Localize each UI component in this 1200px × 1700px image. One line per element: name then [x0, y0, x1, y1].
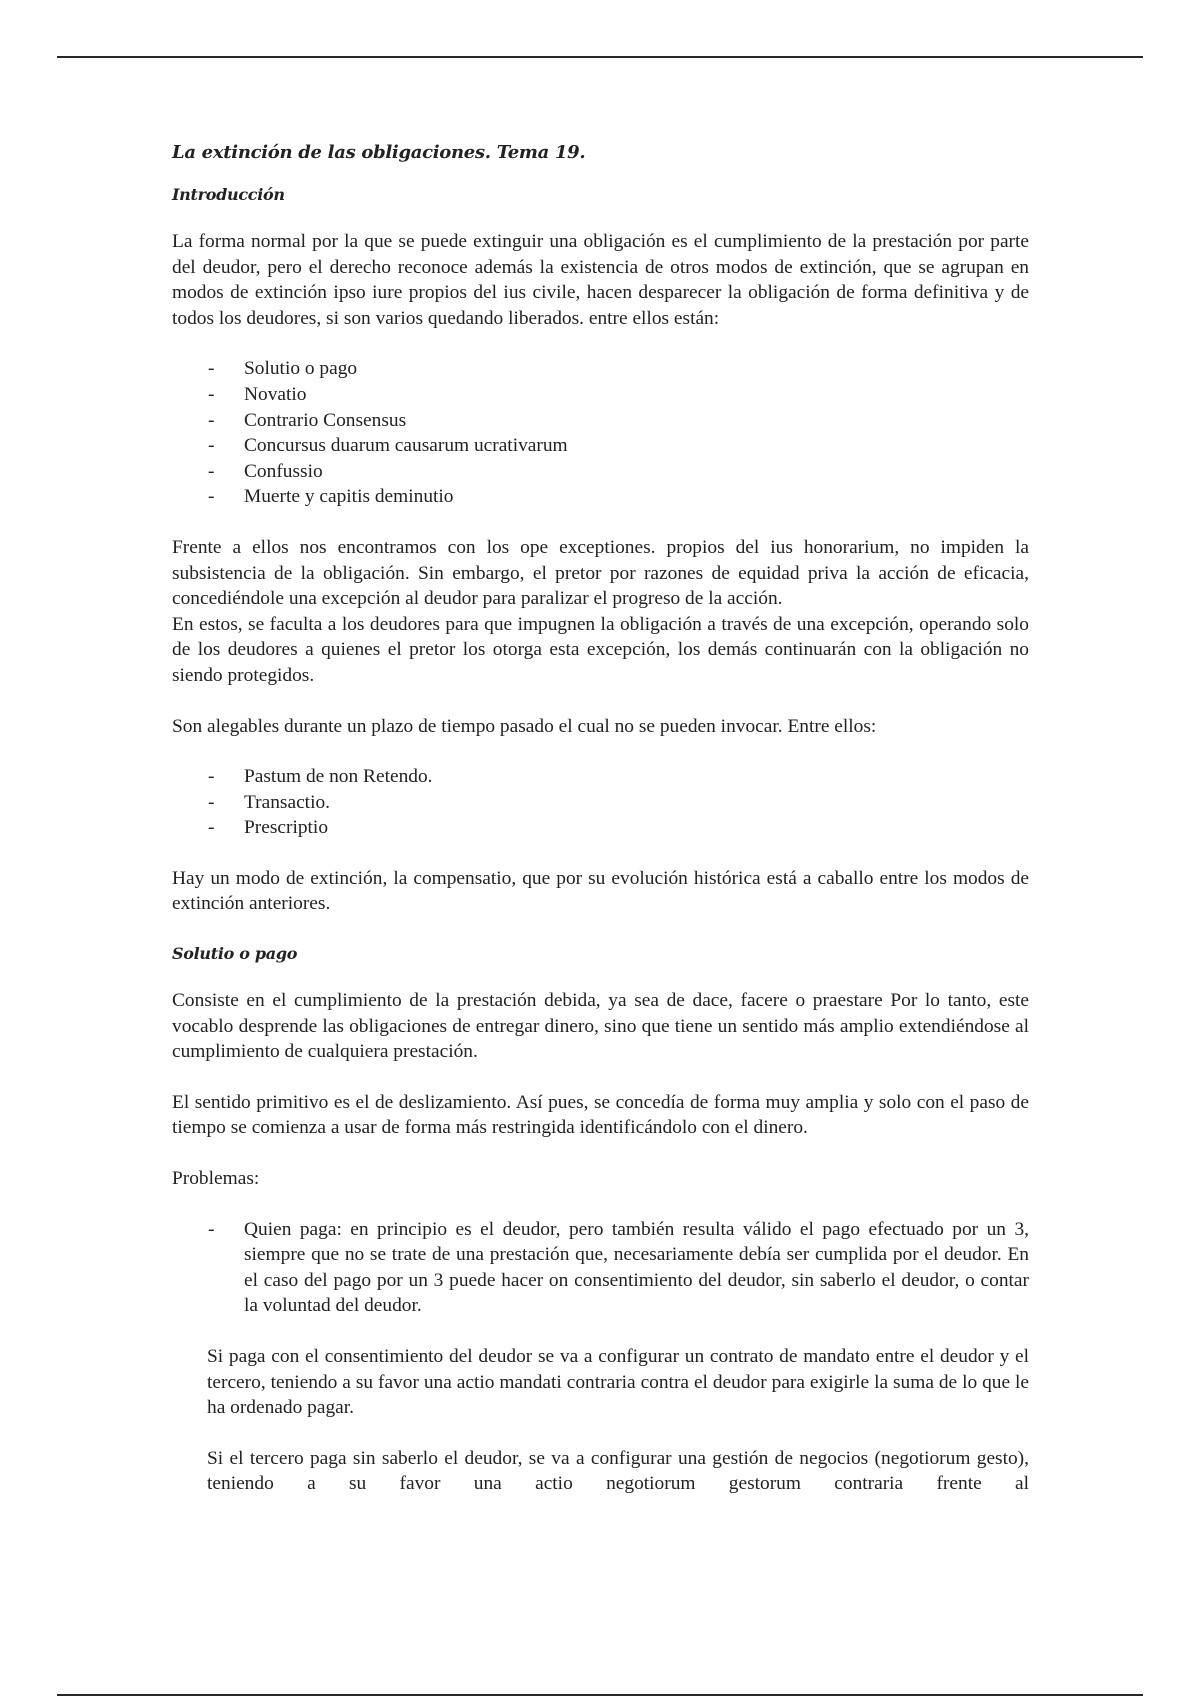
list-item: - Confussio	[172, 459, 1029, 485]
solutio-paragraph-1: Consiste en el cumplimiento de la prestación debida, ya sea de dace, facere o praestare Por lo tanto, este vocablo desprende las obligaciones de entregar dinero, sino que tiene un sentido más amplio extendiéndose al cumplimiento de cualquiera prestación.	[172, 990, 1029, 1063]
intro-paragraph-2b: En estos, se faculta a los deudores para que impugnen la obligación a través de una excepción, operando solo de los deudores a quienes el pretor los otorga esta excepción, los demás continuarán con la obligación no siendo protegidos.	[172, 613, 1029, 686]
dash-bullet: -	[208, 358, 215, 380]
document-body	[172, 140, 1029, 1497]
intro-paragraph-2a: Frente a ellos nos encontramos con los ope exceptiones. propios del ius honorarium, no impiden la subsistencia de la obligación. Sin embargo, el pretor por razones de equidad priva la acción de eficacia, concediéndole una excepción al deudor para paralizar el progreso de la acción.	[172, 536, 1029, 610]
list-item: - Pastum de non Retendo.	[172, 764, 1029, 790]
dash-bullet: -	[208, 383, 215, 405]
ope-exceptiones-list	[172, 764, 1029, 841]
list-item: - Quien paga: en principio es el deudor, pero también resulta válido el pago efectuado por un 3, siempre que no se trate de una prestación que, necesariamente debía ser cumplida por el deudor. En el caso del pago por un 3 puede hacer on consentimiento del deudor, sin saberlo el deudor, o contar la voluntad del deudor.	[208, 1218, 1029, 1317]
bottom-rule	[57, 1694, 1143, 1696]
solutio-paragraph-4: Si paga con el consentimiento del deudor se va a configurar un contrato de mandato entre el deudor y el tercero, teniendo a su favor una actio mandati contraria contra el deudor para exigirle la suma de lo que le ha ordenado pagar.	[207, 1346, 1029, 1419]
dash-bullet: -	[208, 791, 215, 813]
dash-bullet: -	[208, 766, 215, 788]
problemas-list	[172, 1217, 1029, 1319]
dash-bullet: -	[208, 460, 215, 482]
dash-bullet: -	[208, 1218, 215, 1240]
list-item: - Concursus duarum causarum ucrativarum	[172, 433, 1029, 459]
solutio-paragraph-5: Si el tercero paga sin saberlo el deudor, se va a configurar una gestión de negocios (negotiorum gesto), teniendo a su favor una actio negotiorum gestorum contraria frente al	[207, 1447, 1029, 1495]
list-item: - Solutio o pago	[172, 356, 1029, 382]
ipso-iure-list	[172, 356, 1029, 510]
list-item: - Novatio	[172, 382, 1029, 408]
dash-bullet: -	[208, 817, 215, 839]
dash-bullet: -	[208, 409, 215, 431]
heading-introduccion: Introducción	[172, 185, 285, 204]
list-item: - Transactio.	[172, 790, 1029, 816]
solutio-paragraph-3: Problemas:	[172, 1168, 260, 1190]
list-item: - Prescriptio	[172, 815, 1029, 841]
dash-bullet: -	[208, 435, 215, 457]
intro-paragraph-1: La forma normal por la que se puede extinguir una obligación es el cumplimiento de la prestación por parte del deudor, pero el derecho reconoce además la existencia de otros modos de extinción, que se agrupan en modos de extinción ipso iure propios del ius civile, hacen desparecer la obligación de forma definitiva y de todos los deudores, si son varios quedando liberados. entre ellos están:	[172, 231, 1029, 329]
list-item: - Muerte y capitis deminutio	[172, 484, 1029, 510]
top-rule	[57, 56, 1143, 58]
dash-bullet: -	[208, 486, 215, 508]
document-title: La extinción de las obligaciones. Tema 19.	[172, 142, 586, 163]
heading-solutio: Solutio o pago	[172, 944, 298, 964]
intro-paragraph-4: Hay un modo de extinción, la compensatio, que por su evolución histórica está a caballo entre los modos de extinción anteriores.	[172, 867, 1029, 915]
solutio-paragraph-2: El sentido primitivo es el de deslizamiento. Así pues, se concedía de forma muy amplia y solo con el paso de tiempo se comienza a usar de forma más restringida identificándolo con el dinero.	[172, 1091, 1029, 1139]
intro-paragraph-3: Son alegables durante un plazo de tiempo pasado el cual no se pueden invocar. Entre ellos:	[172, 715, 877, 737]
list-item: - Contrario Consensus	[172, 408, 1029, 434]
